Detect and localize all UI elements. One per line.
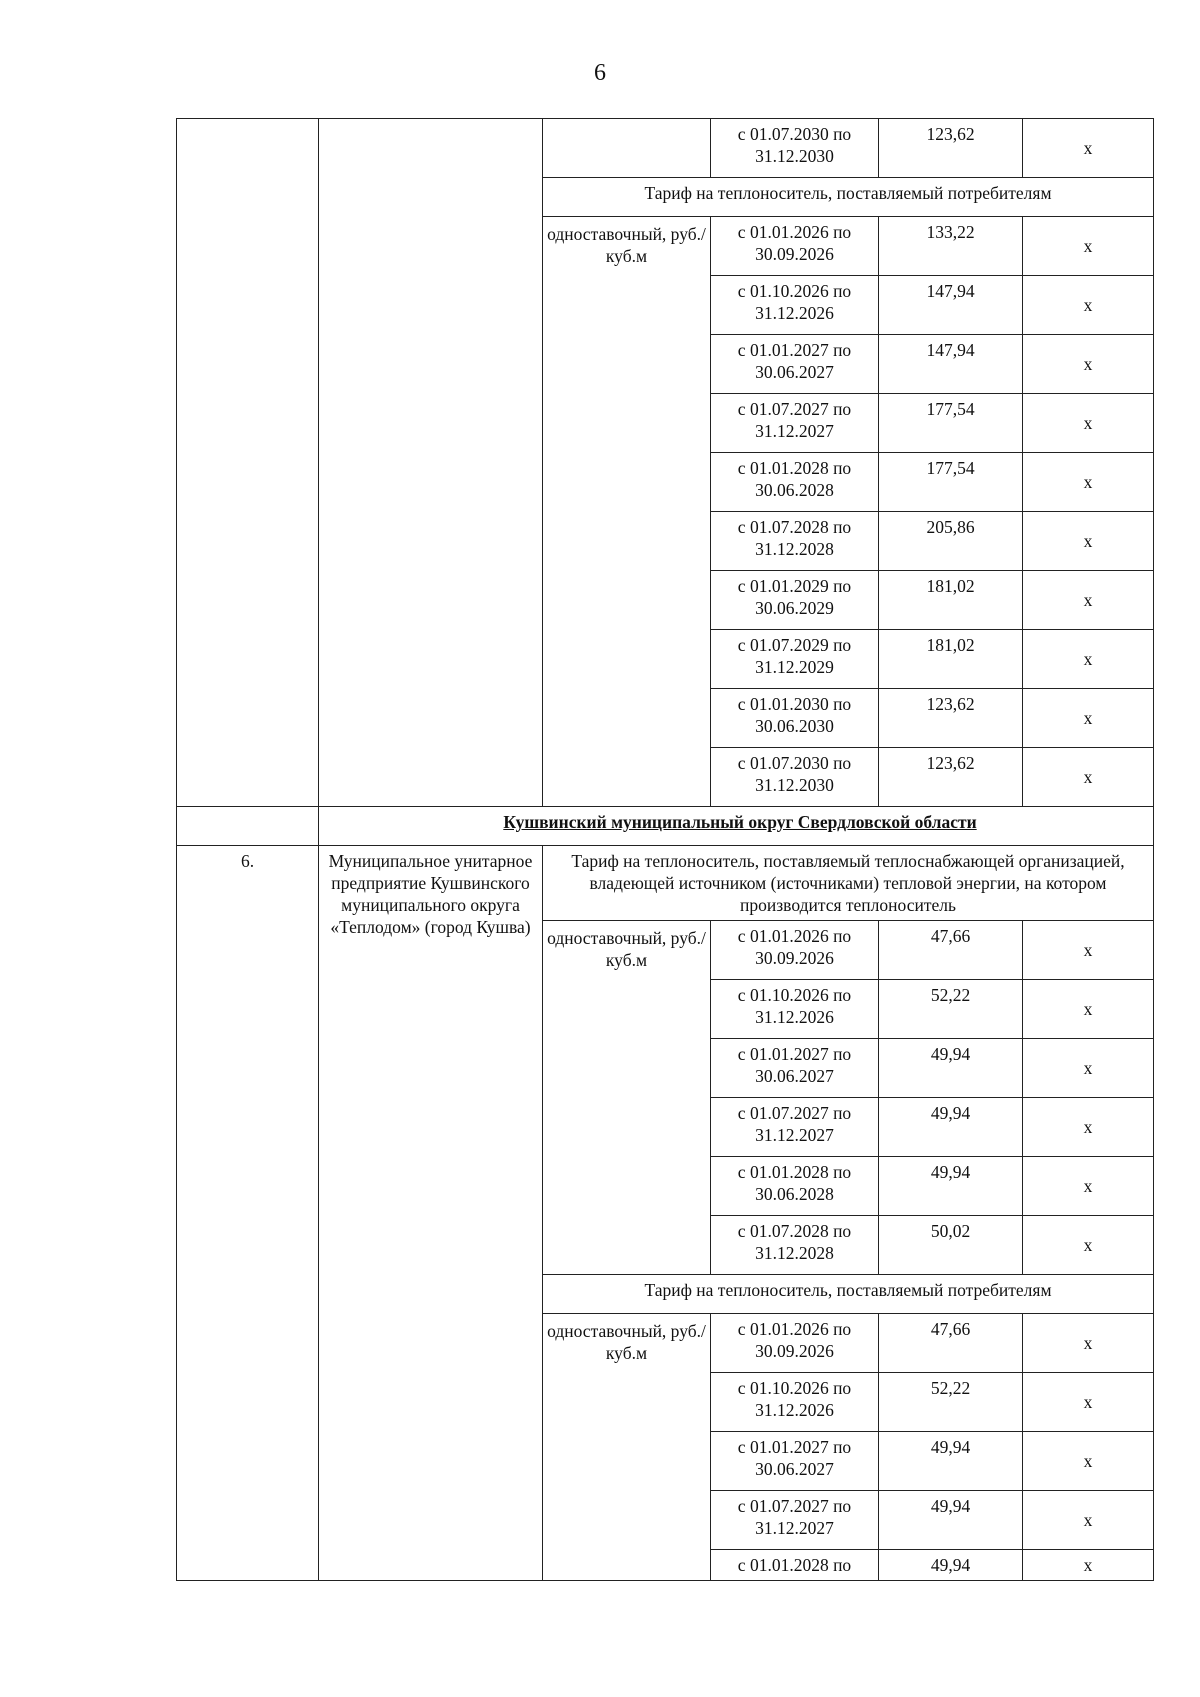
value-cell: 123,62 [879, 119, 1023, 178]
org-number: 6. [177, 846, 319, 1581]
period-cell: с 01.01.2030 по 30.06.2030 [711, 689, 879, 748]
unit-cell: одноставочный, руб./куб.м [543, 921, 711, 1275]
value-cell: 50,02 [879, 1216, 1023, 1275]
x-cell: х [1023, 921, 1154, 980]
x-cell: х [1023, 571, 1154, 630]
value-cell: 52,22 [879, 1373, 1023, 1432]
unit-cell: одноставочный, руб./куб.м [543, 217, 711, 807]
value-cell: 177,54 [879, 394, 1023, 453]
period-cell: с 01.07.2027 по 31.12.2027 [711, 1098, 879, 1157]
x-cell: х [1023, 453, 1154, 512]
value-cell: 49,94 [879, 1550, 1023, 1581]
period-cell: с 01.01.2027 по 30.06.2027 [711, 1432, 879, 1491]
x-cell: х [1023, 689, 1154, 748]
x-cell: х [1023, 1157, 1154, 1216]
region-number-cell [177, 807, 319, 846]
table-row [177, 119, 1154, 178]
period-cell: с 01.07.2028 по 31.12.2028 [711, 1216, 879, 1275]
period-cell: с 01.01.2026 по 30.09.2026 [711, 1314, 879, 1373]
x-cell: х [1023, 1373, 1154, 1432]
period-cell: с 01.01.2028 по [711, 1550, 879, 1581]
x-cell: х [1023, 1216, 1154, 1275]
period-cell: с 01.01.2028 по 30.06.2028 [711, 453, 879, 512]
value-cell: 123,62 [879, 748, 1023, 807]
unit-cell [543, 119, 711, 178]
x-cell: х [1023, 1098, 1154, 1157]
period-cell: с 01.07.2029 по 31.12.2029 [711, 630, 879, 689]
value-cell: 49,94 [879, 1432, 1023, 1491]
org-name: Муниципальное унитарное предприятие Кушвинского муниципального округа «Теплодом» (город Кушва) [319, 846, 543, 1581]
value-cell: 181,02 [879, 571, 1023, 630]
period-cell: с 01.10.2026 по 31.12.2026 [711, 276, 879, 335]
value-cell: 47,66 [879, 921, 1023, 980]
tariff-header: Тариф на теплоноситель, поставляемый потребителям [543, 1275, 1154, 1314]
value-cell: 147,94 [879, 335, 1023, 394]
period-cell: с 01.07.2027 по 31.12.2027 [711, 1491, 879, 1550]
value-cell: 49,94 [879, 1491, 1023, 1550]
period-cell: с 01.01.2027 по 30.06.2027 [711, 335, 879, 394]
tariff-table [176, 118, 1154, 1581]
period-cell: с 01.07.2030 по 31.12.2030 [711, 119, 879, 178]
x-cell: х [1023, 276, 1154, 335]
value-cell: 52,22 [879, 980, 1023, 1039]
x-cell: х [1023, 335, 1154, 394]
value-cell: 49,94 [879, 1039, 1023, 1098]
x-cell: х [1023, 1550, 1154, 1581]
value-cell: 177,54 [879, 453, 1023, 512]
period-cell: с 01.10.2026 по 31.12.2026 [711, 980, 879, 1039]
x-cell: х [1023, 1039, 1154, 1098]
x-cell: х [1023, 217, 1154, 276]
value-cell: 181,02 [879, 630, 1023, 689]
x-cell: х [1023, 748, 1154, 807]
number-cell [177, 119, 319, 807]
value-cell: 133,22 [879, 217, 1023, 276]
period-cell: с 01.01.2027 по 30.06.2027 [711, 1039, 879, 1098]
region-title: Кушвинский муниципальный округ Свердловской области [319, 807, 1154, 846]
x-cell: х [1023, 980, 1154, 1039]
x-cell: х [1023, 630, 1154, 689]
table-row [177, 846, 1154, 921]
x-cell: х [1023, 1432, 1154, 1491]
period-cell: с 01.01.2029 по 30.06.2029 [711, 571, 879, 630]
period-cell: с 01.01.2026 по 30.09.2026 [711, 921, 879, 980]
period-cell: с 01.07.2028 по 31.12.2028 [711, 512, 879, 571]
x-cell: х [1023, 1491, 1154, 1550]
x-cell: х [1023, 512, 1154, 571]
period-cell: с 01.10.2026 по 31.12.2026 [711, 1373, 879, 1432]
period-cell: с 01.01.2028 по 30.06.2028 [711, 1157, 879, 1216]
org-name-cell [319, 119, 543, 807]
value-cell: 47,66 [879, 1314, 1023, 1373]
period-cell: с 01.01.2026 по 30.09.2026 [711, 217, 879, 276]
value-cell: 123,62 [879, 689, 1023, 748]
value-cell: 49,94 [879, 1157, 1023, 1216]
tariff-header: Тариф на теплоноситель, поставляемый потребителям [543, 178, 1154, 217]
period-cell: с 01.07.2030 по 31.12.2030 [711, 748, 879, 807]
tariff-header: Тариф на теплоноситель, поставляемый теплоснабжающей организацией, владеющей источником (источниками) тепловой энергии, на котором производится теплоноситель [543, 846, 1154, 921]
unit-cell: одноставочный, руб./куб.м [543, 1314, 711, 1581]
value-cell: 49,94 [879, 1098, 1023, 1157]
x-cell: х [1023, 119, 1154, 178]
value-cell: 205,86 [879, 512, 1023, 571]
period-cell: с 01.07.2027 по 31.12.2027 [711, 394, 879, 453]
value-cell: 147,94 [879, 276, 1023, 335]
region-row [177, 807, 1154, 846]
x-cell: х [1023, 394, 1154, 453]
x-cell: х [1023, 1314, 1154, 1373]
page-number: 6 [594, 60, 606, 86]
